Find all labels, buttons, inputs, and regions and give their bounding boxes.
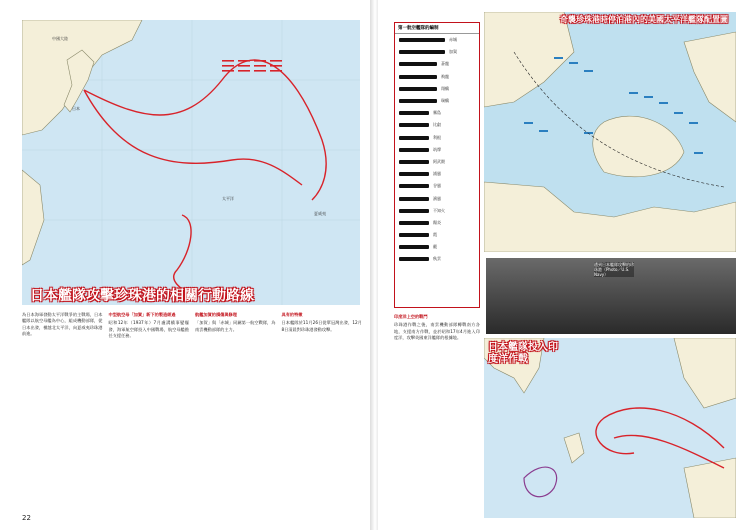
ship-name: 浦風 <box>433 171 441 177</box>
indian-ocean-title: 日本艦隊投入印度洋作戰 <box>488 342 558 365</box>
body-paragraph: 珍珠港作戰之後，南雲機動部隊轉戰南方各地，支援南方作戰，並於昭和17年4月進入印度洋，攻擊英國東洋艦隊的根據地。 <box>394 322 480 341</box>
ship-silhouette-icon <box>399 148 429 152</box>
body-paragraph: 為日本海軍發動太平洋戰爭的主戰場，日本艦隊以航空母艦為中心，組成機動部隊，從日本出發，橫越北太平洋，向夏威夷珍珠港前進。 <box>22 312 103 337</box>
fleet-ship-row <box>395 205 479 217</box>
ship-silhouette-icon <box>399 50 445 54</box>
ship-name: 翔鶴 <box>441 85 449 91</box>
fleet-ship-row <box>395 192 479 204</box>
ship-silhouette-icon <box>399 62 437 66</box>
photo-caption: 遭到日本艦隊攻擊的珍珠港（Photo／U.S. Navy） <box>594 262 634 277</box>
ship-silhouette-icon <box>399 99 437 103</box>
left-page <box>0 0 372 530</box>
fleet-ship-row <box>395 95 479 107</box>
ship-name: 比叡 <box>433 122 441 128</box>
ship-name: 筑摩 <box>433 146 441 152</box>
fleet-ship-row <box>395 132 479 144</box>
fleet-ship-row <box>395 241 479 253</box>
map-title: 日本艦隊攻擊珍珠港的相關行動路線 <box>30 288 254 304</box>
ship-silhouette-icon <box>399 221 429 225</box>
fleet-ship-row <box>395 217 479 229</box>
fleet-ship-row <box>395 144 479 156</box>
ship-name: 利根 <box>433 134 441 140</box>
left-body-text <box>22 312 362 507</box>
ship-silhouette-icon <box>399 136 429 140</box>
ship-name: 瑞鶴 <box>441 98 449 104</box>
map-label: 太平洋 <box>222 196 234 201</box>
ship-name: 霰 <box>433 244 437 250</box>
ship-name: 霧島 <box>433 110 441 116</box>
harbor-svg <box>484 12 736 252</box>
ship-name: 霞 <box>433 232 437 238</box>
fleet-composition-box <box>394 22 480 308</box>
harbor-map-title: 奇襲珍珠港時停泊港內的美國太平洋艦隊配置圖 <box>560 15 728 24</box>
ship-silhouette-icon <box>399 233 429 237</box>
fleet-ship-row <box>395 71 479 83</box>
ship-silhouette-icon <box>399 87 437 91</box>
ship-name: 阿武隈 <box>433 158 445 164</box>
ship-silhouette-icon <box>399 257 429 261</box>
fleet-ship-row <box>395 229 479 241</box>
section-heading: 印度洋上空的戰鬥 <box>394 314 428 319</box>
ship-name: 加賀 <box>449 49 457 55</box>
fleet-ship-row <box>395 119 479 131</box>
body-paragraph: 「加賀」與「赤城」同屬第一航空戰隊，為南雲機動部隊的主力。 <box>195 320 276 332</box>
map-label: 日本 <box>72 106 80 111</box>
ship-name: 秋雲 <box>433 256 441 262</box>
fleet-ship-list <box>395 34 479 266</box>
right-page <box>378 0 750 530</box>
ship-silhouette-icon <box>399 111 429 115</box>
ship-silhouette-icon <box>399 184 429 188</box>
ship-name: 赤城 <box>449 37 457 43</box>
ship-name: 蒼龍 <box>441 61 449 67</box>
ship-silhouette-icon <box>399 245 429 249</box>
ship-silhouette-icon <box>399 160 429 164</box>
ship-name: 谷風 <box>433 183 441 189</box>
fleet-ship-row <box>395 58 479 70</box>
ship-silhouette-icon <box>399 123 429 127</box>
fleet-box-title: 第一航空艦隊的編制 <box>395 23 479 34</box>
fleet-ship-row <box>395 156 479 168</box>
ship-silhouette-icon <box>399 75 437 79</box>
body-paragraph: 日本艦隊於11月26日從單冠灣出發，12月8日清晨對珍珠港發動攻擊。 <box>281 320 362 332</box>
page-number: 22 <box>22 514 31 522</box>
pearl-harbor-route-map <box>22 20 360 305</box>
map-label: 夏威夷 <box>314 211 326 216</box>
ship-name: 濱風 <box>433 195 441 201</box>
right-body-text <box>394 312 480 507</box>
fleet-ship-row <box>395 180 479 192</box>
section-heading: 航艦加賀的損傷與修理 <box>195 312 237 317</box>
section-heading: 具有的特徵 <box>281 312 303 317</box>
ship-name: 不知火 <box>433 207 445 213</box>
ship-silhouette-icon <box>399 172 429 176</box>
route-map-svg <box>22 20 360 305</box>
body-paragraph: 昭和12年（1937年）7月盧溝橋事變爆發，海軍航空隊投入中國戰場，航空母艦擔任支援任務。 <box>108 320 189 339</box>
pearl-harbor-photo-left <box>486 258 590 334</box>
fleet-ship-row <box>395 83 479 95</box>
fleet-ship-row <box>395 107 479 119</box>
ship-name: 飛龍 <box>441 73 449 79</box>
map-label: 中國大陸 <box>52 36 68 41</box>
ship-silhouette-icon <box>399 209 429 213</box>
section-heading: 中型航空母「加賀」新下的製造經過 <box>108 312 176 317</box>
ship-name: 陽炎 <box>433 219 441 225</box>
ship-silhouette-icon <box>399 197 429 201</box>
harbor-deployment-map <box>484 12 736 252</box>
fleet-ship-row <box>395 46 479 58</box>
ship-silhouette-icon <box>399 38 445 42</box>
fleet-ship-row <box>395 168 479 180</box>
fleet-ship-row <box>395 253 479 265</box>
fleet-ship-row <box>395 34 479 46</box>
